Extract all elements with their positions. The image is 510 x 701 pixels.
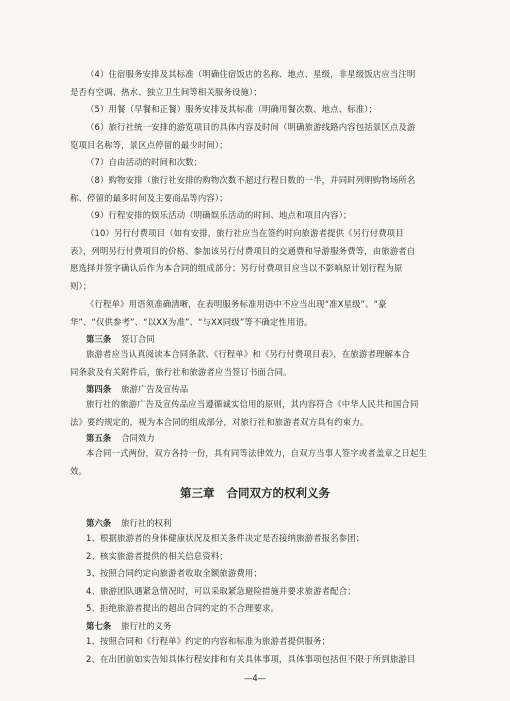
item-meals: （5）用餐（早餐和正餐）服务安排及其标准（明确用餐次数、地点、标准）；	[86, 104, 378, 114]
item-free-time: （7）自由活动的时间和次数；	[86, 157, 203, 167]
item-shopping: （8）购物安排（旅行社安排的购物次数不超过行程日数的一半，并同时列明购物场所名 称、停留的最多时间及主要商品等内容）；	[70, 175, 416, 203]
article-3-heading: 第三条 签订合同	[86, 334, 155, 344]
list-item: 1、根据旅游者的身体健康状况及相关条件决定是否接纳旅游者报名参团；	[86, 533, 365, 543]
article-3-body: 旅游者应当认真阅读本合同条款、《行程单》和《另行付费项目表》，在旅游者理解本合 同条款及有关附件后，旅行社和旅游者应当签订书面合同。	[70, 349, 411, 377]
article-4-body: 旅行社的旅游广告及宣传品应当遵循诚实信用的原则，其内容符合《中华人民共和国合同 法》要约规定的，视为本合同的组成部分，对旅行社和旅游者双方具有约束力。	[70, 399, 419, 427]
article-5-heading: 第五条 合同效力	[86, 433, 155, 443]
list-item: 2、核实旅游者提供的相关信息资料；	[86, 550, 228, 561]
list-item: 3、按照合同约定向旅游者收取全额旅游费用；	[86, 568, 262, 579]
item-accommodation: （4）住宿服务安排及其标准（明确住宿饭店的名称、地点、星级，非星级饭店应当注明 是否有空调、热水、独立卫生间等相关服务设施）；	[70, 69, 416, 97]
article-7-list	[70, 633, 460, 668]
article-4-heading: 第四条 旅游广告及宣传品	[86, 384, 189, 394]
chapter-heading: 第三章 合同双方的权利义务	[180, 486, 330, 500]
article-6-list	[70, 530, 460, 618]
article-5-body: 本合同一式两份，双方各持一份，具有同等法律效力，自双方当事人签字或者盖章之日起生 效。	[70, 448, 427, 476]
item-entertainment: （9）行程安排的娱乐活动（明确娱乐活动的时间、地点和项目内容）；	[86, 210, 352, 220]
list-item: 4、旅游团队遇紧急情况时，可以采取紧急避险措施并要求旅游者配合；	[86, 585, 356, 596]
item-sightseeing: （6）旅行社统一安排的游览项目的具体内容及时间（明确旅游线路内容包括景区点及游 览项目名称等，景区点停留的最少时间）；	[70, 122, 416, 150]
item-extra-charges: （10）另行付费项目（如有安排，旅行社应当在签约时向旅游者提供《另行付费项目 表》，列明另行付费项目的价格、参加该另行付费项目的交通费和导游服务费等，由旅游者自 愿选择并签字确认后作为本合同的组成部分；另行付费项目应当以不影响原计划行程为原 则）；	[70, 228, 416, 291]
list-item: 2、在出团前如实告知具体行程安排和有关具体事项，具体事项包括但不限于所到旅游目	[86, 653, 416, 664]
list-item: 1、按照合同和《行程单》约定的内容和标准为旅游者提供服务；	[86, 636, 331, 646]
itinerary-wording-note: 《行程单》用语须准确清晰，在表明服务标准用语中不应当出现“准X星级”、“豪 华”、“仅供参考”、“以XX为准”、“与XX同级”等不确定性用语。	[70, 299, 387, 327]
article-6-heading: 第六条 旅行社的权利	[86, 518, 172, 528]
page-number: —4—	[243, 673, 267, 683]
article-7-heading: 第七条 旅行社的义务	[86, 621, 172, 631]
list-item: 5、拒绝旅游者提出的超出合同约定的不合理要求。	[86, 603, 280, 614]
